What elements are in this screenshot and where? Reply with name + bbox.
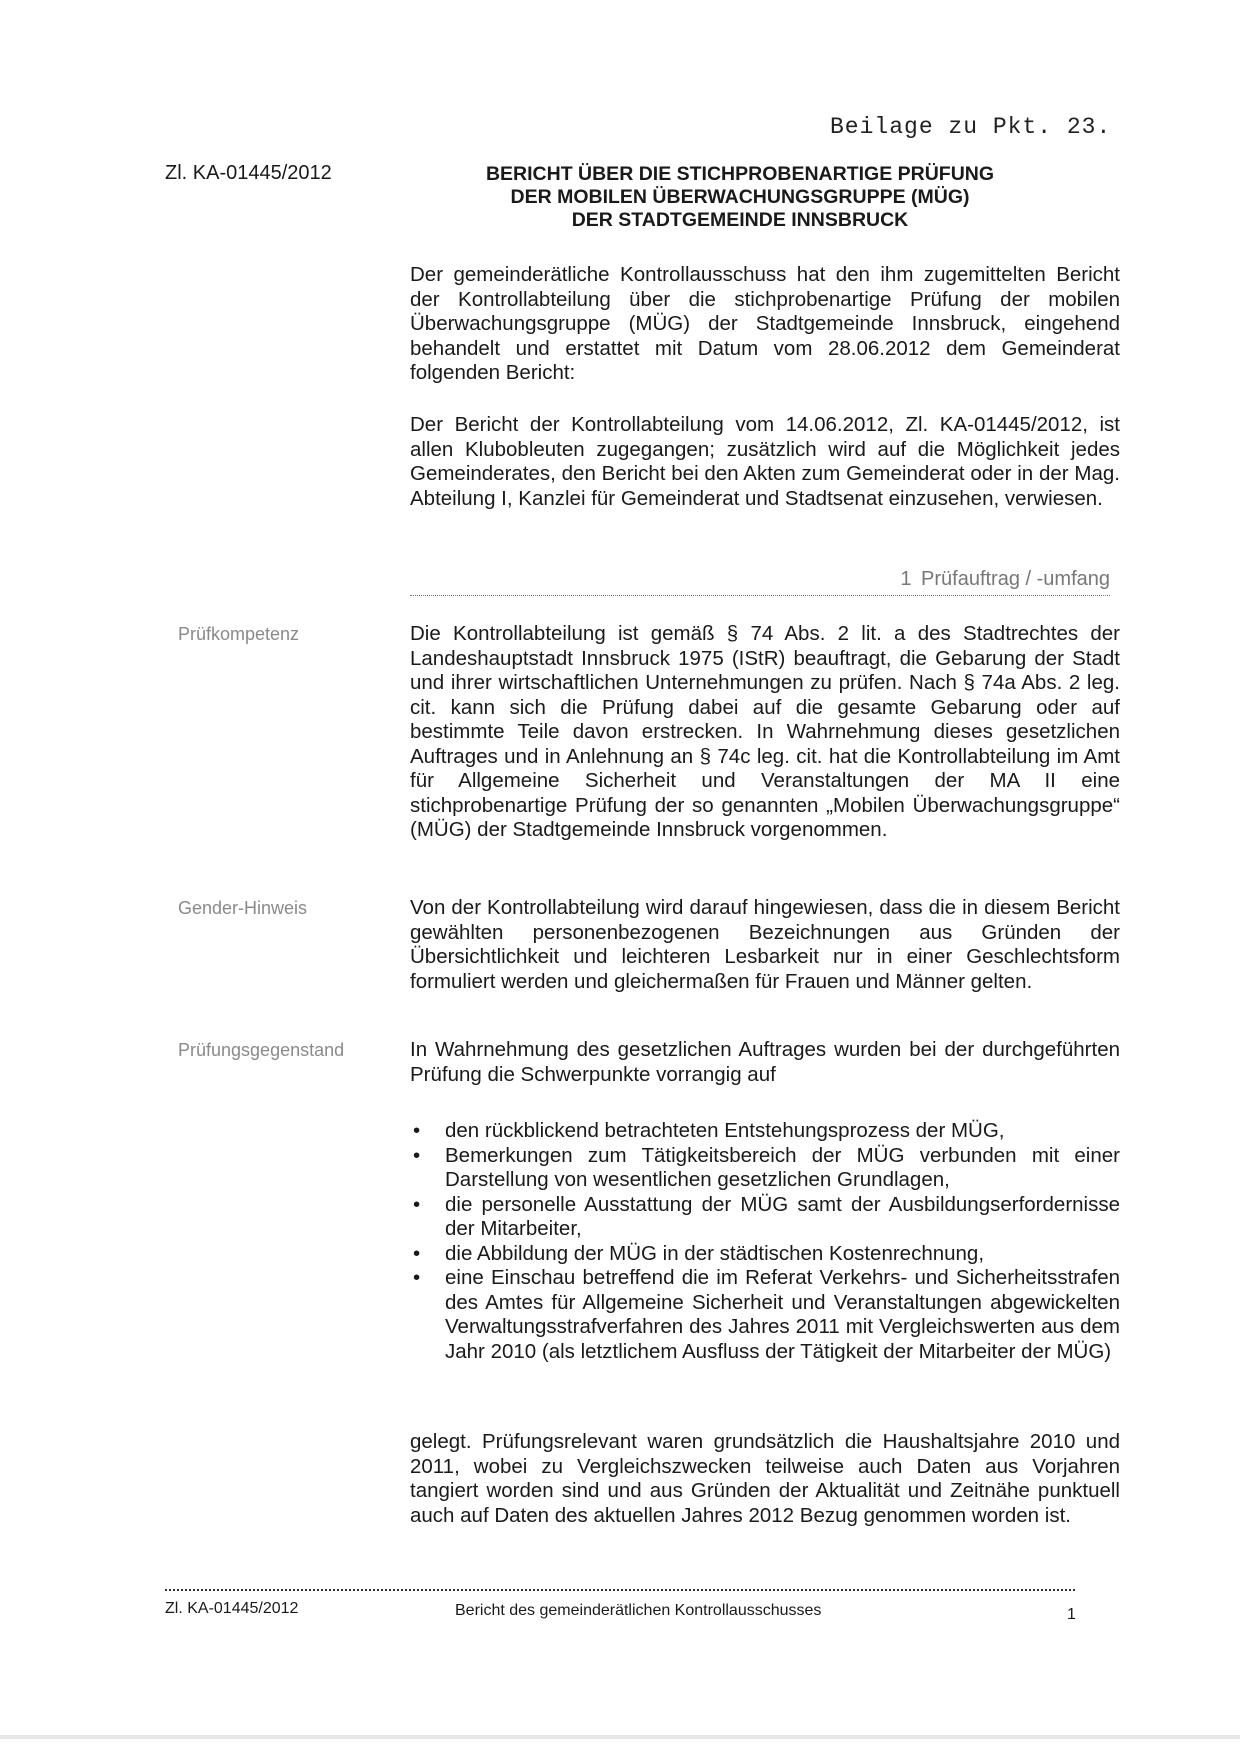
closing-paragraph: gelegt. Prüfungsrelevant waren grundsätzlich die Haushaltsjahre 2010 und 2011, wobei zu Vergleichszwecken teilweise auch Daten aus Vorjahren tangiert worden sind und aus Gründen der Aktualität und Zeitnähe punktuell auch auf Daten des aktuellen Jahres 2012 Bezug genommen worden ist. xyxy=(410,1430,1120,1527)
section-heading xyxy=(410,568,1110,596)
margin-label-gender: Gender-Hinweis xyxy=(178,898,308,918)
title-line-3: DER STADTGEMEINDE INNSBRUCK xyxy=(571,209,909,231)
pruefkompetenz-paragraph: Die Kontrollabteilung ist gemäß § 74 Abs. 2 lit. a des Stadtrechtes der Landeshauptstadt Innsbruck 1975 (IStR) beauftragt, die Gebarung der Stadt und ihrer wirtschaftlichen Unternehmungen zu prüfen. Nach § 74a Abs. 2 leg. cit. kann sich die Prüfung dabei auf die gesamte Gebarung oder auf bestimmte Teile davon erstrecken. In Wahrnehmung dieses gesetzlichen Auftrages und in Anlehnung an § 74c leg. cit. hat die Kontrollabteilung im Amt für Allgemeine Sicherheit und Veranstaltungen der MA II eine stichprobenartige Prüfung der so genannten „Mobilen Überwachungsgruppe“ (MÜG) der Stadtgemeinde Innsbruck vorgenommen. xyxy=(410,622,1120,841)
document-title xyxy=(430,163,1050,232)
footer-reference: Zl. KA-01445/2012 xyxy=(165,1600,299,1617)
list-item-text: die personelle Ausstattung der MÜG samt der Ausbildungserfordernisse der Mitarbeiter, xyxy=(445,1192,1120,1240)
bullet-icon: • xyxy=(413,1192,421,1216)
list-item xyxy=(410,1193,1120,1242)
bullet-icon: • xyxy=(413,1241,421,1265)
focus-list xyxy=(410,1119,1120,1364)
margin-label-gegenstand: Prüfungsgegenstand xyxy=(178,1040,345,1060)
list-item xyxy=(410,1144,1120,1193)
list-item xyxy=(410,1242,1120,1267)
footer-title: Bericht des gemeinderätlichen Kontrollausschusses xyxy=(455,1602,822,1619)
intro-paragraph-1: Der gemeinderätliche Kontrollausschuss hat den ihm zugemittelten Bericht der Kontrollabteilung über die stichprobenartige Prüfung der mobilen Überwachungsgruppe (MÜG) der Stadtgemeinde Innsbruck, eingehend behandelt und erstattet mit Datum vom 28.06.2012 dem Gemeinderat folgenden Bericht: xyxy=(410,263,1120,384)
intro-paragraph-2: Der Bericht der Kontrollabteilung vom 14.06.2012, Zl. KA-01445/2012, ist allen Klubobleuten zugegangen; zusätzlich wird auf die Möglichkeit jedes Gemeinderates, den Bericht bei den Akten zum Gemeinderat oder in der Mag. Abteilung I, Kanzlei für Gemeinderat und Stadtsenat einzusehen, verwiesen. xyxy=(410,413,1120,510)
list-item xyxy=(410,1266,1120,1364)
reference-number: Zl. KA-01445/2012 xyxy=(165,162,332,184)
title-line-2: DER MOBILEN ÜBERWACHUNGSGRUPPE (MÜG) xyxy=(510,186,970,208)
list-item-text: eine Einschau betreffend die im Referat Verkehrs- und Sicherheitsstrafen des Amtes für Allgemeine Sicherheit und Veranstaltungen abgewickelten Verwaltungsstrafverfahren des Jahres 2011 mit Vergleichswerten aus dem Jahr 2010 (als letztlichem Ausfluss der Tätigkeit der Mitarbeiter der MÜG) xyxy=(445,1266,1120,1363)
title-line-1: BERICHT ÜBER DIE STICHPROBENARTIGE PRÜFUNG xyxy=(485,163,995,185)
bullet-icon: • xyxy=(413,1266,421,1289)
section-title: Prüfauftrag / -umfang xyxy=(921,568,1110,590)
gegenstand-intro: In Wahrnehmung des gesetzlichen Auftrages wurden bei der durchgeführten Prüfung die Schwerpunkte vorrangig auf xyxy=(410,1038,1120,1086)
bullet-icon: • xyxy=(413,1143,421,1167)
section-number: 1 xyxy=(900,568,912,590)
bullet-icon: • xyxy=(413,1119,421,1142)
list-item xyxy=(410,1119,1120,1144)
scan-edge xyxy=(0,1735,1240,1739)
attachment-note: Beilage zu Pkt. 23. xyxy=(830,114,1112,140)
footer-divider xyxy=(165,1589,1075,1591)
margin-label-pruefkompetenz: Prüfkompetenz xyxy=(178,624,300,644)
page-number: 1 xyxy=(1067,1606,1076,1623)
list-item-text: die Abbildung der MÜG in der städtischen Kostenrechnung, xyxy=(445,1241,985,1265)
gender-paragraph: Von der Kontrollabteilung wird darauf hingewiesen, dass die in diesem Bericht gewählten personenbezogenen Bezeichnungen aus Gründen der Übersichtlichkeit und leichteren Lesbarkeit nur in einer Geschlechtsform formuliert werden und gleichermaßen für Frauen und Männer gelten. xyxy=(410,896,1120,993)
list-item-text: den rückblickend betrachteten Entstehungsprozess der MÜG, xyxy=(445,1119,1005,1142)
list-item-text: Bemerkungen zum Tätigkeitsbereich der MÜG verbunden mit einer Darstellung von wesentlichen gesetzlichen Grundlagen, xyxy=(445,1143,1120,1191)
